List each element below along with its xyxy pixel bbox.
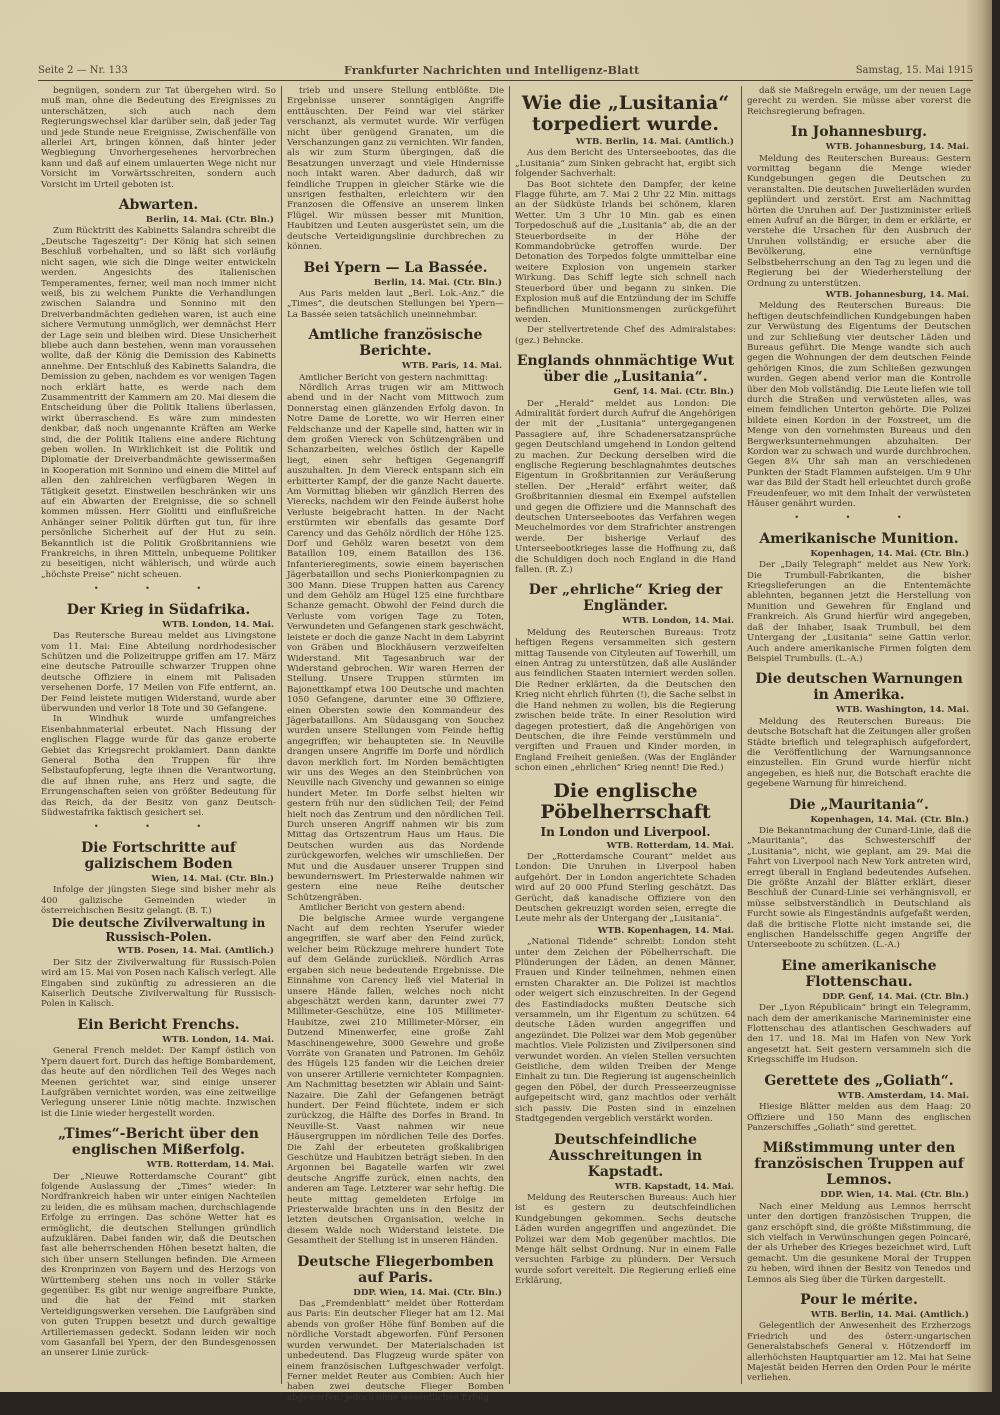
article-dateline: WTB. Berlin, 14. Mai. (Amtlich.)	[810, 1309, 969, 1320]
article-paragraph: Gelegentlich der Anwesenheit des Erzherzogs Friedrich und des österr.-ungarischen Generalstabschefs General v. Hötzendorff im allerhöchsten Hauptquartier am 12. Mai hat Seine Majestät beiden Herren den Orden Pour le mérite verliehen.	[747, 1321, 971, 1384]
article-paragraph: Meldung des Reuterschen Bureaus: Auch hier ist es gestern zu deutschfeindlichen Kundgebungen gekommen. Sechs deutsche Läden wurden angegriffen und angezündet. Die Polizei war dem Mob gegenüber machtlos. Die Menge hält selbst Ordnung. Nur in einem Falle versuchten Farbige zu plündern. Der Versuch wurde sofort vereitelt. Die Regierung erließ eine Erklärung,	[515, 1192, 736, 1287]
article-paragraph: Der „Lyon Républicain“ bringt ein Telegramm, nach dem der amerikanische Marineminister eine Flottenschau des atlantischen Geschwaders auf den 17. und 18. Mai im Hafen von New York angesetzt hat. Seit gestern versammeln sich die Kriegsschiffe im Hudson.	[747, 1003, 971, 1066]
article	[747, 513, 971, 664]
article-headline: Eine amerikanische Flottenschau.	[781, 957, 937, 990]
article-dateline: DDP. Wien, 14. Mai. (Ctr. Bln.)	[353, 1287, 502, 1298]
article-paragraph: Das Boot sichtete den Dampfer, der keine Flagge führte, am 7. Mai 2 Uhr 22 Min. mittags an der Südküste Irlands bei schönem, klaren Wetter. Um 3 Uhr 10 Min. gab es einen Torpedoschuß auf die „Lusitania“ ab, die an der Steuerbordseite in der Höhe der Kommandobrücke getroffen wurde. Der Detonation des Torpedos folgte unmittelbar eine weitere Explosion von ungemein starker Wirkung. Das Schiff legte sich schnell nach Steuerbord über und begann zu sinken. Die Explosion muß auf die Entzündung der im Schiffe befindlichen Munitionsmengen zurückgeführt werden.	[515, 179, 736, 325]
article-headline: Die deutsche Zivilverwaltung in Russisch-Polen.	[51, 916, 266, 945]
article	[747, 1073, 971, 1134]
page-number: Seite 2 — Nr. 133	[38, 64, 128, 76]
article	[515, 93, 736, 346]
article	[287, 86, 504, 253]
article-headline: Bei Ypern — La Bassée.	[303, 259, 488, 276]
article-paragraph: begnügen, sondern zur Tat übergehen wird. So muß man, ohne die Bedeutung des Ereignisses zu unterschätzen, sich auch nach dem Regierungswechsel klar darüber sein, daß jeder Tag und jede Stunde neue Ereignisse, Zwischenfälle von allerlei Art, bringen können, daß hinter jeder Wegbiegung Unvorhergesehenes hervorbrechen kann und daß auf einem umlauerten Wege nicht nur Vorsicht im Vorwärtsschreiten, sondern auch Vorsicht im Urteil geboten ist.	[41, 86, 276, 190]
article	[515, 1132, 736, 1287]
article-paragraph: Der Sitz der Zivilverwaltung für Russisch-Polen wird am 15. Mai von Posen nach Kalisch verlegt. Alle Eingaben sind zukünftig zu adressieren an die Kaiserlich Deutsche Zivilverwaltung für Russisch-Polen in Kalisch.	[41, 957, 276, 1010]
separator-dots: • • •	[93, 584, 224, 594]
article	[41, 86, 276, 190]
article-paragraph: Meldung des Reuterschen Bureaus: Gestern vormittag begann die Menge wieder Kundgebungen gegen die Deutschen zu veranstalten. Die deutschen Juwelierläden wurden geplündert und zerstört. Erst am Nachmittag hörten die Unruhen auf. Der Justizminister erließ einen Aufruf an die Bürger, in dem er erklärte, er verstehe die Ursachen für den Ausbruch der Unruhen vollständig; er ersuche aber die Bevölkerung, eine vernünftige Selbstbeherrschung an den Tag zu legen und die Regierung bei der Wiederherstellung der Ordnung zu unterstützen.	[747, 153, 971, 289]
article-paragraph: Meldung des Reuterschen Bureaus: Die deutsche Botschaft hat die Zeitungen aller großen Städte brieflich und telegraphisch aufgefordert, die Veröffentlichung der Warnungsannonce einzustellen. Ein Grund wurde hierfür nicht angegeben, es hieß nur, die Botschaft erachte die gegebene Warnung für hinreichend.	[747, 716, 971, 790]
page-header	[38, 60, 973, 81]
article-dateline: WTB. London, 14. Mai.	[622, 616, 734, 627]
article-paragraph: Zum Rücktritt des Kabinetts Salandra schreibt die „Deutsche Tageszeitg“: Der König hat sich seinen Beschluß vorbehalten, und so läßt sich vorläufig nicht sagen, wie sich die Dinge weiter entwickeln werden. Angesichts des italienischen Temperamentes, ferner, weil man noch immer nicht weiß, bis zu welchem Punkte die Verhandlungen zwischen Salandra und Sonnino mit den Dreiverbandmächten gediehen waren, ist auch eine sichere Vermutung unmöglich, wer demnächst Herr der Lage sein und bleiben wird. Diese Unsicherheit bliebe auch dann bestehen, wenn man voraussehen wollte, daß der König die Demission des Kabinetts annehme. Der Entschluß des Kabinetts Salandra, die Demission zu geben, nachdem es vor wenigen Tagen noch erklärt hatte, es werde nach dem Zusammentritt der Kammern am 20. Mai diesem die Entscheidung über die Politik Italiens überlassen, wirkt überraschend. Es wäre zum mindesten denkbar, daß noch ungenannte Kräften am Werke sind, die der Politik Italiens eine andere Richtung geben wollen. In Wirklichkeit ist die Politik und Diplomatie der Dreiverbandmächte gewissermaßen in Kooperation mit Sonnino und einem die Mittel auf allen den zahlreichen verfügbaren Wegen in Tätigkeit gesetzt. Einstweilen beschränken wir uns auf ein Abwarten der Ereignisse, die so schnell kommen müssen. Herr Giolitti und einflußreiche Anhänger seiner Politik dürften gut tun, für ihre persönliche Sicherheit auf der Hut zu sein. Bekanntlich ist die Politik Großbritanniens wie Frankreichs, in ihren Mitteln, unbequeme Politiker zu beseitigen, nicht wählerisch, und würde auch „höchste Preise“ nicht scheuen.	[41, 226, 276, 580]
article	[41, 916, 276, 1009]
article-paragraph: Nach einer Meldung aus Lemnos herrscht unter den dortigen französischen Truppen, die ganz erschöpft sind, die größte Mißstimmung, die sich vielfach in Verwünschungen gegen Poincaré, der als Urheber des Krieges bezeichnet wird, Luft gemacht. Um die gesunkene Moral der Truppen zu heben, wird ihnen der Besitz von Tenedos und Lemnos als Sieg über die Türken dargestellt.	[747, 1201, 971, 1285]
article	[747, 958, 971, 1066]
article-paragraph: General French meldet: Der Kampf östlich von Ypern dauert fort. Durch das heftige Bombardement, das heute auf den nördlichen Teil des Weges nach Meenen gerichtet war, sind einige unserer Laufgräben vernichtet worden, was eine zeitweilige Verlegung unserer Linie nötig machte. Inzwischen ist die Linie wieder hergestellt worden.	[41, 1046, 276, 1119]
column-1	[36, 86, 281, 1384]
article-paragraph: Meldung des Reuterschen Bureaus: Trotz heftigen Regens versammelten sich gestern mittag Tausende von Cityleuten auf Towerhill, um einen Antrag zu unterstützen, daß alle Ausländer aus feindlichen Staaten interniert werden sollen. Die Redner erklärten, da die Deutschen den Krieg nicht ehrlich führten (!), die Sache selbst in die Hand nehmen zu wollen, bis die Regierung zwischen beide träte. In einer Resolution wird dagegen protestiert, daß die Angehörigen von Deutschen, die ihre Feinde verstümmeln und vergiften und Frauen und Kinder morden, in England Freiheit genießen. (Was der Engländer schon einen „ehrlichen“ Krieg nennt! Die Red.)	[515, 627, 736, 774]
article-headline: Deutschfeindliche Ausschreitungen in Kapstadt.	[548, 1131, 703, 1180]
article-dateline: WTB. Johannesburg, 14. Mai.	[825, 142, 969, 153]
article-paragraph: Der „Nieuwe Rotterdamsche Courant“ gibt folgende Auslassung der „Times“ wieder: In Nordfrankreich haben wir unter einigen Nachteilen zu leiden, die es mühsam machen, durchschlagende Erfolge zu erringen. Das schöne Wetter hat es ermöglicht, die deutschen Stellungen gründlich aufzuklären. Dabei fanden wir, daß die Deutschen fast alle beherrschenden Höhen besetzt halten, die sich über unsern Stellungen befinden. Die Armeen des Kronprinzen von Bayern und des Herzogs von Württemberg stehen uns noch in voller Stärke gegenüber. Es gibt nur wenige angreifbare Punkte, und die hat der Feind mit starken Verteidigungswerken versehen. Die Laufgräben sind von guten Truppen besetzt und durch gewaltige Artilleriemassen gedeckt. Sodann leiden wir noch vom Gasanfall bei Ypern, der den Bundesgenossen an unserer Linie zurück-	[41, 1171, 276, 1359]
article-dateline: WTB. Berlin, 14. Mai. (Amtlich.)	[575, 137, 734, 147]
article-dateline: WTB. Johannesburg, 14. Mai.	[825, 289, 969, 300]
article-dateline: Genf, 14. Mai. (Ctr. Bln.)	[613, 387, 734, 398]
article-dateline: WTB. Posen, 14. Mai. (Amtlich.)	[117, 946, 274, 957]
article-paragraph: Amtlicher Bericht von gestern abend:	[299, 903, 466, 914]
article-dateline: WTB. Washington, 14. Mai.	[835, 705, 969, 716]
article	[41, 1126, 276, 1359]
article-paragraph: Das „Fremdenblatt“ meldet über Rotterdam aus Paris: Ein deutscher Flieger hat am 12. Mai abends von großer Höhe fünf Bomben auf die nördliche Vorstadt abgeworfen. Fünf Personen wurden verwundet. Der Materialschaden ist unbedeutend. Das Flugzeug wurde später von einem französischen Luftgeschwader verfolgt. Ferner meldet Reuter aus Combien: Auch hier haben zwei deutsche Flieger Bomben abgeworfen, jedoch ohne wesentlichen Erfolg.	[287, 1299, 504, 1403]
article-dateline: WTB. Rotterdam, 14. Mai.	[606, 840, 734, 851]
article	[515, 582, 736, 773]
article-dateline: WTB. London, 14. Mai.	[162, 619, 274, 630]
article	[41, 1017, 276, 1119]
article-dateline: Berlin, 14. Mai. (Ctr. Bln.)	[373, 277, 502, 288]
article-headline: Englands ohnmächtige Wut über die „Lusitania“.	[516, 353, 735, 386]
article-headline: Der „ehrliche“ Krieg der Engländer.	[528, 582, 723, 615]
article-paragraph: Hiesige Blätter melden aus dem Haag: 20 Offiziere und 150 Mann des englischen Panzerschiffes „Goliath“ sind gerettet.	[747, 1102, 971, 1133]
article-headline: Ein Bericht Frenchs.	[77, 1016, 240, 1033]
article	[747, 671, 971, 789]
separator-dots: • • •	[93, 822, 224, 832]
article-dateline: WTB. Amsterdam, 14. Mai.	[837, 1090, 969, 1101]
article-dateline: Berlin, 14. Mai. (Ctr. Bln.)	[145, 215, 274, 226]
article-headline: Gerettete des „Goliath“.	[764, 1072, 954, 1089]
article-paragraph: „National Tidende“ schreibt: London steht unter dem Zeichen der Pöbelherrschaft. Die Plünderungen der Läden, an denen Männer, Frauen und Kinder teilnehmen, nehmen einen ernsten Charakter an. Die Polizei ist machtlos oder weigert sich einzuschreiten. In der Gegend des Eastindiadocks mußten Deutsche sich versammeln, um ihr Eigentum zu schützen. 64 deutsche Läden wurden angegriffen und angezündet. Die Polizei war dem Mob gegenüber machtlos. Viele Polizisten und Zivilpersonen sind verwundet worden. An vielen Stellen versuchten Geistliche, dem wilden Treiben der Menge Einhalt zu tun. Die Regierung ist augenscheinlich gegen den Pöbel, der durch Presseerzeugnisse aufgepeitscht wird, ganz machtlos oder verhält sich passiv. Die Posten sind in einzelnen Stadtgegenden vergeblich verstärkt worden.	[515, 937, 736, 1125]
article-headline: Pour le mérite.	[800, 1291, 918, 1308]
article-dateline: DDP. Genf, 14. Mai. (Ctr. Bln.)	[822, 991, 969, 1002]
article	[747, 1140, 971, 1285]
article-dateline: Wien, 14. Mai. (Ctr. Bln.)	[151, 873, 274, 884]
article-dateline: DDP. Wien, 14. Mai. (Ctr. Bln.)	[820, 1190, 969, 1201]
article-dateline: WTB. Kapstadt, 14. Mai.	[614, 1181, 734, 1192]
article-paragraph: In Windhuk wurde umfangreiches Eisenbahnmaterial erbeutet. Nach Hissung der englischen Flagge wurde für das ganze eroberte Gebiet das Kriegsrecht proklamiert. Dann dankte General Botha den Truppen für ihre Selbstaufopferung, legte ihnen die Verantwortung, die auf ihnen ruhe, ans Herz und sagte, die Errungenschaften seien von größter Bedeutung für das Reich, da der Besitz von ganz Deutsch-Südwestafrika faktisch gesichert sei.	[41, 714, 276, 818]
article	[747, 797, 971, 951]
issue-date: Samstag, 15. Mai 1915	[855, 64, 973, 76]
article-paragraph: Die Bekanntmachung der Cunard-Linie, daß die „Mauritania“, das Schwesterschiff der „Lusitania“, nicht, wie geplant, am 29. Mai die Fahrt von Liverpool nach New York antreten wird, erregt überall in England bedeutendes Aufsehen. Die größte Anzahl der Blätter erklärt, dieser Beschluß der Cunard-Linie sei verhängnisvoll, er müsse selbstverständlich in Deutschland als Furcht sowie als Eingeständnis aufgefaßt werden, daß die britische Flotte nicht imstande sei, die englischen Handelsschiffe gegen Angriffe der Unterseeboote zu schützen. (L.-A.)	[747, 825, 971, 951]
article	[747, 86, 971, 117]
article	[747, 124, 971, 509]
article-columns	[36, 86, 976, 1403]
article	[287, 1254, 504, 1403]
article-paragraph: Infolge der jüngsten Siege sind bisher mehr als 400 galizische Gemeinden wieder in österreichischen Besitz gelangt. (B. T.)	[41, 885, 276, 917]
article-headline: Die Fortschritte auf galizischem Boden	[81, 839, 236, 872]
article-paragraph: Der „Herald“ meldet aus London: Die Admiralität fordert durch Aufruf die Angehörigen der mit der „Lusitania“ untergegangenen Passagiere auf, ihre Schadenersatzansprüche gegen Deutschland umgehend in London geltend zu machen. Zur Deckung derselben wird die englische Regierung beschlagnahmtes deutsches Eigentum in Großbritannien zur Veräußerung stellen. Der „Herald“ erfährt weiter, daß Großbritannien diesmal ein Exempel aufstellen und gegen die Offiziere und die Mannschaft des deutschen Unterseebootes das Verfahren wegen Meuchelmordes vor dem Strafrichter anstrengen werde. Der bisherige Verlauf des Unterseebootkrieges lasse die Hoffnung zu, daß die Schuldigen doch noch England in die Hand fallen. (R. Z.)	[515, 398, 736, 576]
article	[747, 1292, 971, 1384]
article-headline: Wie die „Lusitania“ torpediert wurde.	[521, 92, 730, 135]
article-paragraph: Meldung des Reuterschen Bureaus: Die heftigen deutschfeindlichen Kundgebungen haben zur Verwüstung des Eigentums der Deutschen und zur Schließung vier deutscher Läden und Bureaus geführt. Die Menge wandte sich auch gegen die Wohnungen der dem deutschen Feinde gehörigen Kinos, die zum Schließen gezwungen wurden. Gegen abend verlor man die Kontrolle über den Mob vollständig. Die Leute liefen wie toll durch die Straßen und verwüsteten alles, was einem feindlichen Unterton gehörte. Die Polizei bildete einen Kordon in der Foxstreet, um die Menge von den vornehmsten Bureaus und den Bergwerksunternehmungen abzuhalten. Der Kordon war zu schwach und wurde durchbrochen. Gegen 8¾ Uhr sah man an verschiedenen Punkten der Stadt Flammen aufsteigen. Um 9 Uhr war das Bild der Stadt hell erleuchtet durch große Freudenfeuer, wo mit dem Inhalt der verwüsteten Häuser genährt wurden.	[747, 301, 971, 510]
article	[41, 822, 276, 916]
article-headline: Die deutschen Warnungen in Amerika.	[755, 671, 963, 704]
article-headline: Amerikanische Munition.	[759, 530, 959, 547]
column-3	[509, 86, 741, 1384]
article-headline: Mißstimmung unter den französischen Truppen auf Lemnos.	[754, 1140, 964, 1189]
article-dateline: WTB. Rotterdam, 14. Mai.	[146, 1160, 274, 1171]
column-2	[281, 86, 509, 1403]
article-dateline: Kopenhagen, 14. Mai. (Ctr. Bln.)	[810, 548, 969, 559]
article-headline: In Johannesburg.	[791, 124, 927, 141]
article-paragraph: trieb und unsere Stellung entblößte. Die Ergebnisse unserer sonntägigen Angriffe enttäuschten. Der Feind war viel stärker verschanzt, als vermutet wurde. Wir verfügen nicht über genügend Granaten, um die Verschanzungen ganz zu vernichten. Wir fanden, als wir zum Sturm übergingen, daß die Besatzungen unverzagt und viele Hindernisse noch intakt waren. Aber dadurch, daß wir feindliche Truppen in gleicher Stärke wie die unsrigen festhalten, erleichtern wir den Franzosen die Offensive an unserem linken Flügel. Wir müssen besser mit Munition, Haubitzen und Leuten ausgerüstet sein, um die deutsche Verteidigungslinie durchbrechen zu können.	[287, 86, 504, 253]
article-paragraph: Amtlicher Bericht von gestern nachmittag:	[299, 372, 488, 383]
article	[515, 781, 736, 1125]
article	[515, 353, 736, 575]
article-paragraph: Die belgische Armee wurde vergangene Nacht auf dem rechten Yserufer wieder angegriffen, sie warf aber den Feind zurück, welcher beim Rückzuge mehrere hundert Tote auf dem Gelände zurückließ. Nördlich Arras ergaben sich neue bedeutende Ergebnisse. Die Einnahme von Carency ließ viel Material in unsere Hände fallen, welches noch nicht abgeschätzt werden kann, darunter zwei 77 Millimeter-Geschütze, eine 105 Millimeter-Haubitze, zwei 210 Millimeter-Mörser, ein Dutzend Minenwerfer, eine große Zahl Maschinengewehre, 3000 Gewehre und große Vorräte von Granaten und Patronen. Im Gehölz des Hügels 125 fanden wir die Leichen dreier von unserer Artillerie vernichteter Kompagnien. Am Nachmittag besetzten wir Ablain und Saint-Nazaire. Die Zahl der Gefangenen beträgt hundert. Der Feind flüchtete, indem er sich zurückzog, die Hälfte des Dorfes in Brand. In Neuville-St. Vaast nahmen wir neue Häusergruppen im nördlichen Teile des Dorfes. Die Zahl der erbeuteten großkalibrigen Geschütze und Haubitzen beträgt sieben. In den Argonnen bei Bagatelle warfen wir zwei deutsche Angriffe zurück, einen nachts, den anderen am Tage. Letzterer war sehr heftig. Die heute mittag gemeldeten Erfolge im Priesterwalde brachten uns in den Besitz der letzten deutschen Organisation, welche in diesem Walde noch Widerstand leistete. Die Gesamtheit der Stellung ist in unseren Händen.	[287, 913, 504, 1247]
article	[41, 197, 276, 580]
article-paragraph: Aus Paris melden laut „Berl. Lok.-Anz.“ die „Times“, die deutschen Stellungen bei Ypern—La Bassée seien tatsächlich uneinnehmbar.	[287, 288, 504, 320]
article-headline: Amtliche französische Berichte.	[308, 327, 483, 360]
article-headline: Deutsche Fliegerbomben auf Paris.	[297, 1253, 494, 1286]
separator-dots: • • •	[794, 513, 924, 523]
article-subheadline: In London und Liverpool.	[540, 824, 711, 839]
article-headline: Abwarten.	[118, 197, 199, 214]
article-dateline: Kopenhagen, 14. Mai. (Ctr. Bln.)	[810, 814, 969, 825]
article	[287, 260, 504, 321]
article-paragraph: Der „Rotterdamsche Courant“ meldet aus London: Die Unruhen in Liverpool haben aufgehört. Der in London angerichtete Schaden wird auf 20 000 Pfund Sterling geschätzt. Das Gerücht, daß kanadische Offiziere von den Deutschen gekreuzigt worden seien, erregte die Leute mehr als der Untergang der „Lusitania“.	[515, 851, 736, 925]
column-4	[741, 86, 976, 1384]
article-headline: Die „Mauritania“.	[789, 796, 929, 813]
article-headline: Der Krieg in Südafrika.	[66, 601, 251, 618]
article	[41, 584, 276, 818]
article-paragraph: Das Reutersche Bureau meldet aus Livingstone vom 11. Mai: Eine Abteilung nordrhodesischer Schützen und die Polizeitruppe griffen am 17. März eine deutsche Patrouille schwarzer Truppen ohne deutsche Offiziere in einem mit Palisaden versehenen Dorfe, 17 Meilen von Fife entfernt, an. Der Feind leistete mutigen Widerstand, wurde aber überwunden und verlor 18 Tote und 30 Gefangene.	[41, 631, 276, 714]
article-paragraph: Nördlich Arras trugen wir am Mittwoch abend und in der Nacht vom Mittwoch zum Donnerstag einen glänzenden Erfolg davon. In Notre Dame de Lorette, wo wir Herren einer Feldschanze und der Kapelle sind, hatten wir in dem großen Viereck von Schützengräben und Schanzarbeiten, welches östlich der Kapelle liegt, einen sehr heftigen Gegenangriff auszuhalten. Jn dem Viereck entspann sich ein erbitterter Kampf, der die ganze Nacht dauerte. Am Vormittag blieben wir gänzlich Herren des Vierecks, nachdem wir den Feinde äußerst hohe Verluste beigebracht hatten. In der Nacht erstürmten wir ebenfalls das gesamte Dorf Carency und das Gehölz nördlich der Höhe 125. Dorf und Gehölz waren besetzt von dem Bataillon 109, einem Bataillon des 136. Infanterieregiments, sowie einem bayerischen Jägerbataillon und sechs Pionierkompagnien zu 300 Mann. Diese Truppen hatten aus Carency und dem Gehölz am Hügel 125 eine furchtbare Schanze gemacht. Obwohl der Feind durch die Verluste vom vorigen Tage zu Toten, Verwundeten und Gefangenen stark geschwächt, leistete er doch die ganze Nacht in dem Labyrint von Gräben und Blockhäusern verzweifelten Widerstand. Mit Tagesanbruch war der Widerstand gebrochen. Wir waren Herren der Stellung. Unsere Truppen stürmten im Bajonettkampf etwa 100 Deutsche und machten 1050 Gefangene, darunter eine 30 Offiziere, einen Obersten sowie den Kommandeur des Jägerbataillons. Am Südausgang von Souchez wurden unsere Stellungen vom Feinde heftig angegriffen; wir behaupteten sie. In Neuville drangen unsere Angriffe im Dorfe und nördlich davon merklich fort. Im Norden bemächtigten wir uns des Weges an den Steinbrüchen von Neuville nach Givenchy und gewannen so einige hundert Meter. Im Dorfe selbst hielten wir gestern früh nur den südlichen Teil; der Feind hielt noch das Zentrum und den nördlichen Teil. Durch unseren Angriff nahmen wir bis zum Mittag das Ortszentrum Haus um Haus. Die Deutschen wurden aus das Nordende zurückgeworfen, welches wir umschließen. Der Mut und die Ausdauer unserer Truppen sind bewundernswert. Im Priesterwalde nahmen wir gestern eine neue Reihe deutscher Schützengräben.	[287, 382, 504, 903]
article-paragraph: daß sie Maßregeln erwäge, um der neuen Lage gerecht zu werden. Sie müsse aber vorerst die Reichsregierung befragen.	[747, 86, 971, 117]
article-headline: „Times“-Bericht über den englischen Mißerfolg.	[58, 1126, 259, 1159]
article-paragraph: Der „Daily Telegraph“ meldet aus New York: Die Trumbull-Fabrikanten, die bisher Kriegslieferungen an die Ententemächte ablehnten, begannen jetzt die Herstellung von Munition und Gewehren für England und Frankreich. Als Grund hierfür wird angegeben, daß der Inhaber, Isaak Trumbull, bei dem Untergang der „Lusitania“ seine Gattin verlor. Auch andere amerikanische Firmen folgten dem Beispiel Trumbulls. (L.-A.)	[747, 560, 971, 664]
article-dateline: WTB. Kopenhagen, 14. Mai.	[597, 925, 734, 936]
newspaper-title: Frankfurter Nachrichten und Intelligenz-Blatt	[344, 63, 640, 77]
article-paragraph: Der stellvertretende Chef des Admiralstabes: (gez.) Behncke.	[515, 325, 736, 346]
article	[287, 327, 504, 1247]
article-headline: Die englische Pöbelherrschaft	[540, 779, 711, 823]
article-paragraph: Aus dem Bericht des Unterseebootes, das die „Lusitania“ zum Sinken gebracht hat, ergibt sich folgender Sachverhalt:	[515, 148, 736, 180]
article-dateline: WTB. London, 14. Mai.	[162, 1034, 274, 1045]
article-dateline: WTB. Paris, 14. Mai.	[401, 361, 502, 372]
